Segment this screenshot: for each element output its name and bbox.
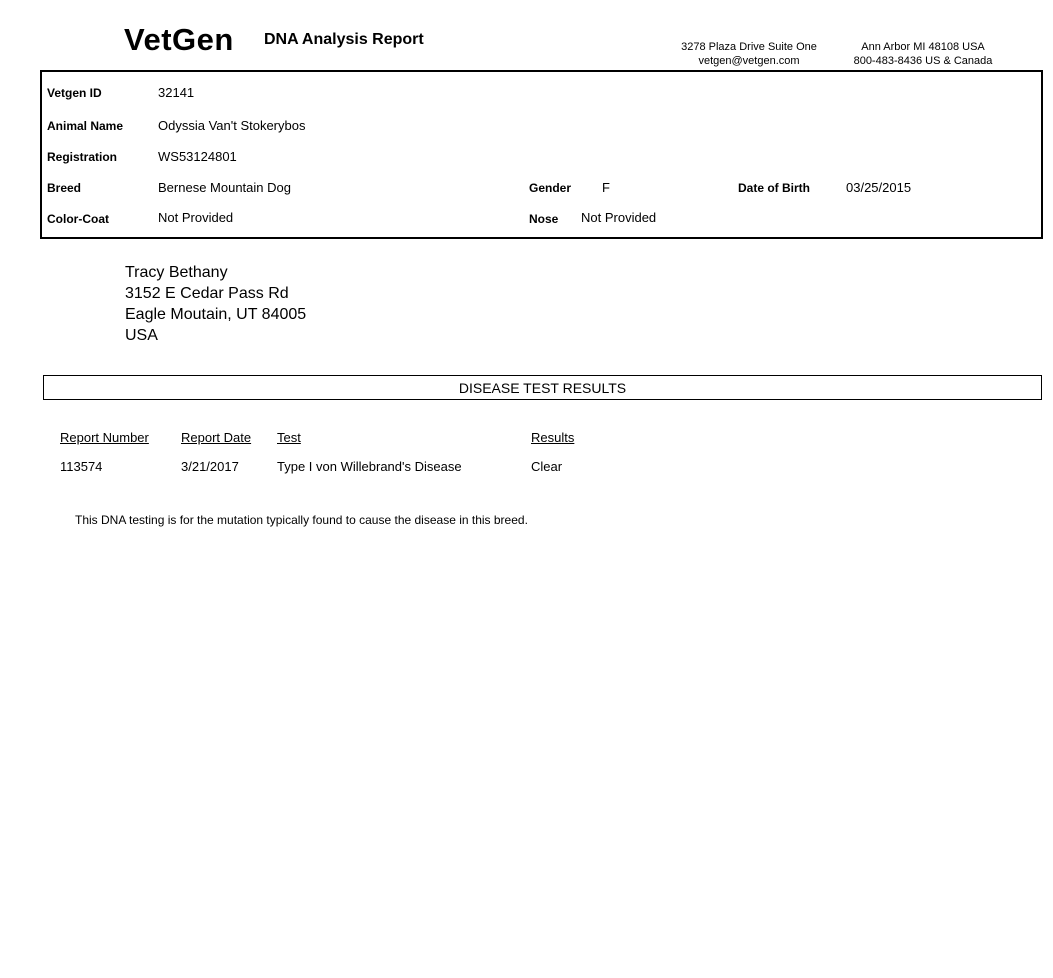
gender-value: F bbox=[602, 180, 610, 195]
owner-name: Tracy Bethany bbox=[125, 264, 228, 281]
results-header: Results bbox=[531, 430, 575, 445]
phone-line: 800-483-8436 US & Canada bbox=[853, 55, 993, 67]
color-coat-label: Color-Coat bbox=[47, 212, 109, 226]
owner-city: Eagle Moutain, UT 84005 bbox=[125, 306, 307, 323]
color-coat-value: Not Provided bbox=[158, 210, 234, 225]
test-header: Test bbox=[277, 430, 301, 445]
vetgen-logo: VetGen bbox=[124, 22, 234, 57]
gender-label: Gender bbox=[529, 181, 572, 195]
company-contact-block bbox=[812, 40, 1034, 68]
date-of-birth-value: 03/25/2015 bbox=[846, 180, 912, 195]
report-number-header: Report Number bbox=[60, 430, 149, 445]
owner-street: 3152 E Cedar Pass Rd bbox=[125, 285, 289, 302]
section-title: DISEASE TEST RESULTS bbox=[458, 380, 627, 396]
city-line: Ann Arbor MI 48108 USA bbox=[861, 41, 985, 53]
report-number-cell: 113574 bbox=[60, 459, 103, 474]
company-address-block bbox=[664, 40, 834, 68]
report-date-cell: 3/21/2017 bbox=[181, 459, 239, 474]
animal-name-value: Odyssia Van't Stokerybos bbox=[158, 118, 306, 133]
report-title: DNA Analysis Report bbox=[264, 31, 424, 48]
vetgen-id-label: Vetgen ID bbox=[47, 86, 102, 100]
owner-country: USA bbox=[125, 327, 158, 344]
animal-name-label: Animal Name bbox=[47, 119, 124, 133]
testing-note: This DNA testing is for the mutation typically found to cause the disease in this breed. bbox=[75, 513, 528, 527]
report-date-header: Report Date bbox=[181, 430, 252, 445]
breed-label: Breed bbox=[47, 181, 82, 195]
test-cell: Type I von Willebrand's Disease bbox=[277, 459, 462, 474]
vetgen-id-value: 32141 bbox=[158, 85, 195, 100]
registration-label: Registration bbox=[47, 150, 118, 164]
email-line: vetgen@vetgen.com bbox=[698, 55, 800, 67]
disease-results-section-header bbox=[43, 375, 1042, 400]
date-of-birth-label: Date of Birth bbox=[738, 181, 810, 195]
nose-value: Not Provided bbox=[581, 210, 657, 225]
nose-label: Nose bbox=[529, 212, 559, 226]
result-cell: Clear bbox=[531, 459, 563, 474]
address-line: 3278 Plaza Drive Suite One bbox=[681, 41, 817, 53]
registration-value: WS53124801 bbox=[158, 149, 237, 164]
breed-value: Bernese Mountain Dog bbox=[158, 180, 291, 195]
